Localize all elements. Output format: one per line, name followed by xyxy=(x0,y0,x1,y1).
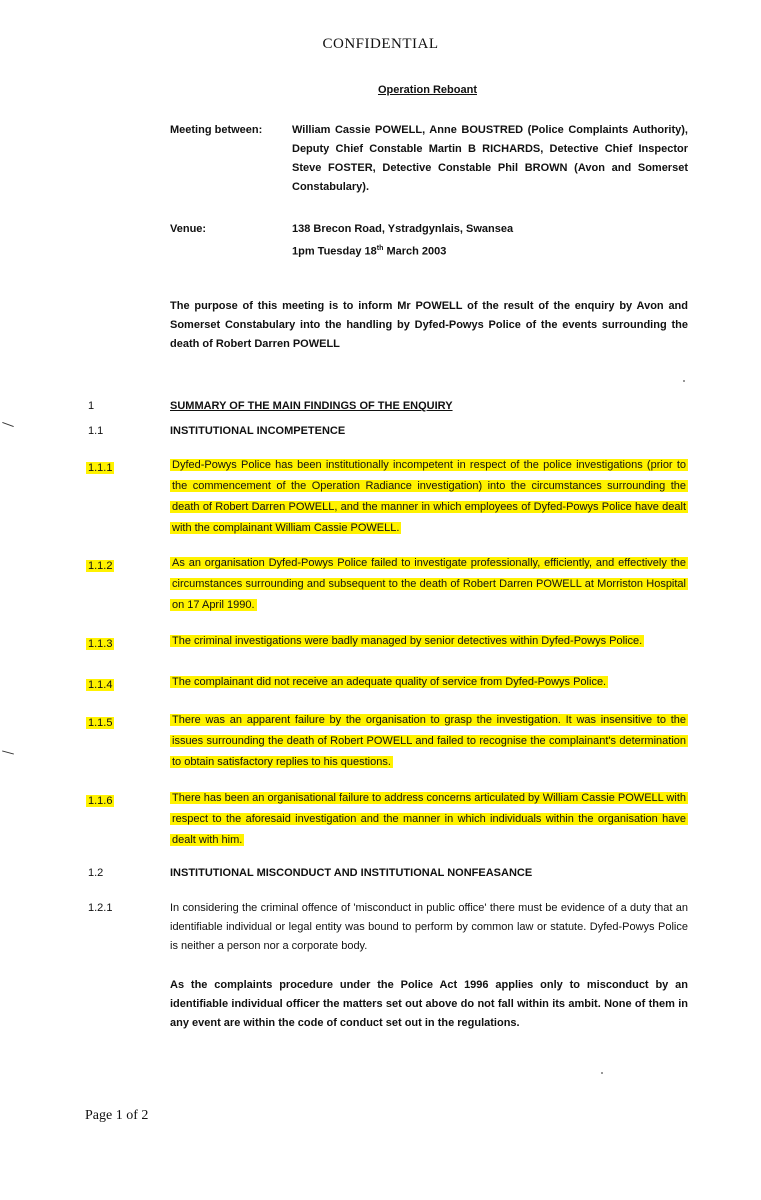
finding-item: The complainant did not receive an adequate quality of service from Dyfed-Powys Police. xyxy=(172,676,607,688)
item-number: 1.1.4 xyxy=(88,679,113,691)
venue-address: 138 Brecon Road, Ystradgynlais, Swansea xyxy=(292,223,514,235)
finding-item: There has been an organisational failure to address concerns articulated by William Cassie POWELL with respect to the aforesaid investigation and the manner in which individuals within the organisation have dealt with him. xyxy=(172,792,686,846)
scan-dot xyxy=(683,380,685,382)
page-number: Page 1 of 2 xyxy=(85,1108,149,1123)
meeting-label: Meeting between: xyxy=(170,124,263,136)
venue-datetime: 1pm Tuesday 18th March 2003 xyxy=(292,245,447,258)
scan-mark xyxy=(2,750,14,754)
operation-title: Operation Reboant xyxy=(377,84,477,96)
item-number: 1.1.3 xyxy=(88,638,113,650)
misconduct-item: In considering the criminal offence of 'misconduct in public office' there must be evidence of a duty that an identifiable individual or legal entity was bound to perform by common law or statute. Dyfed-Powys Police is neither a person nor a corporate body. xyxy=(170,902,688,952)
scan-mark xyxy=(2,422,14,427)
section-1-1-title: INSTITUTIONAL INCOMPETENCE xyxy=(170,425,346,437)
complaints-paragraph: As the complaints procedure under the Police Act 1996 applies only to misconduct by an identifiable individual officer the matters set out above do not fall within its ambit. None of them in any event are within the code of conduct set out in the regulations. xyxy=(170,979,688,1029)
finding-item: The criminal investigations were badly managed by senior detectives within Dyfed-Powys Police. xyxy=(172,635,643,647)
finding-item: Dyfed-Powys Police has been institutionally incompetent in respect of the police investigations (prior to the commencement of the Operation Radiance investigation) into the circumstances surrounding the death of Robert Darren POWELL, and the manner in which employees of Dyfed-Powys Police have dealt with the complainant William Cassie POWELL. xyxy=(172,459,686,534)
item-number: 1.2.1 xyxy=(88,902,113,914)
item-number: 1.1.1 xyxy=(88,462,113,474)
venue-text xyxy=(292,220,688,262)
item-number: 1.1.6 xyxy=(88,795,113,807)
section-1-2-title: INSTITUTIONAL MISCONDUCT AND INSTITUTIONAL NONFEASANCE xyxy=(170,867,533,879)
finding-item: There was an apparent failure by the organisation to grasp the investigation. It was insensitive to the issues surrounding the death of Robert POWELL and failed to recognise the complainant's determination to obtain satisfactory replies to his questions. xyxy=(172,714,686,768)
section-1-number: 1 xyxy=(88,400,95,412)
confidential-heading: CONFIDENTIAL xyxy=(322,36,439,52)
section-1-title: SUMMARY OF THE MAIN FINDINGS OF THE ENQUIRY xyxy=(170,400,453,412)
section-1-2-number: 1.2 xyxy=(88,867,104,879)
item-number: 1.1.2 xyxy=(88,560,113,572)
venue-label: Venue: xyxy=(170,223,207,235)
purpose-paragraph: The purpose of this meeting is to inform Mr POWELL of the result of the enquiry by Avon and Somerset Constabulary into the handling by Dyfed-Powys Police of the events surrounding the death of Robert Darren POWELL xyxy=(170,300,688,350)
item-number: 1.1.5 xyxy=(88,717,113,729)
scan-dot xyxy=(601,1072,603,1074)
finding-item: As an organisation Dyfed-Powys Police failed to investigate professionally, efficiently, and effectively the circumstances surrounding and subsequent to the death of Robert Darren POWELL at Morriston Hospital on 17 April 1990. xyxy=(172,557,686,611)
meeting-text: William Cassie POWELL, Anne BOUSTRED (Police Complaints Authority), Deputy Chief Constable Martin B RICHARDS, Detective Chief Inspector Steve FOSTER, Detective Constable Phil BROWN (Avon and Somerset Constabulary). xyxy=(292,124,688,193)
section-1-1-number: 1.1 xyxy=(88,425,104,437)
